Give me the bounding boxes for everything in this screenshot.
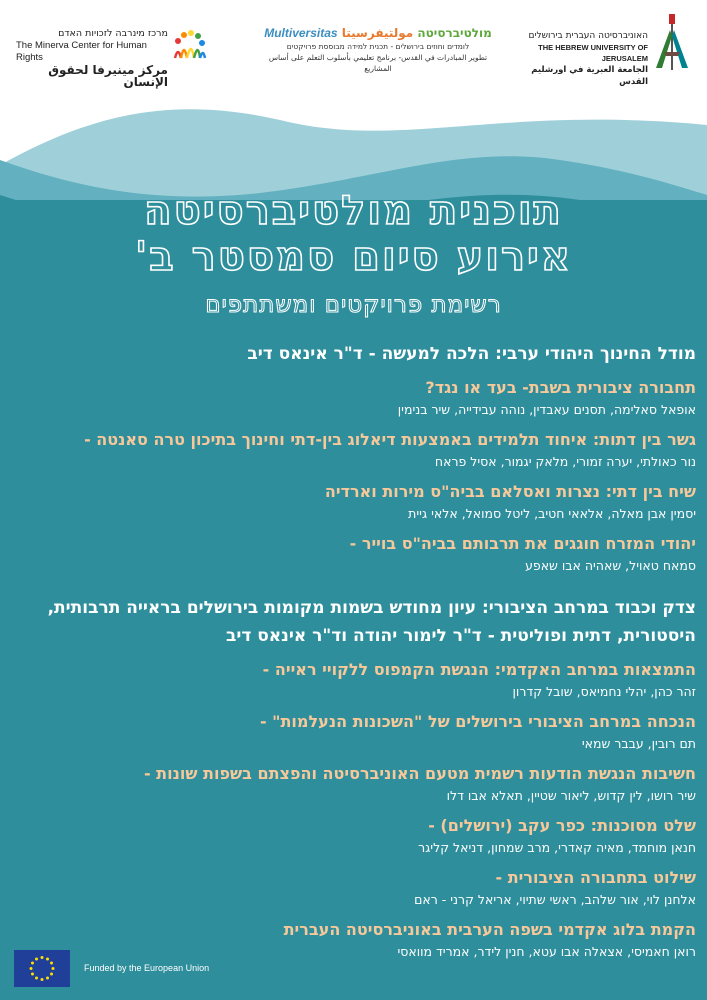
project-title: שלט מסוכנות: כפר עקב (ירושלים) - (428, 816, 696, 835)
eu-star (35, 957, 38, 960)
project-title: הנכחה במרחב הציבורי בירושלים של "השכונות הנעלמות" - (259, 712, 696, 731)
project-participants: שיר רושו, לין קדוש, ליאור שטיין, תאלא אבו דלו (446, 788, 696, 803)
multiversitas-name-ar: مولتيفرسيتا (341, 26, 414, 40)
project-item (14, 376, 696, 420)
project-title: תחבורה ציבורית בשבת- בעד או נגד? (425, 378, 696, 397)
project-participants: זהר כהן, יהלי נחמיאס, שובל קדרון (512, 684, 696, 699)
eu-star (41, 978, 44, 981)
project-title: שיח בין דתי: נצרות ואסלאם בביה"ס מירות וארדיה (324, 482, 696, 501)
huji-name-ar: الجامعة العبرية في اورشليم القدس (531, 65, 648, 87)
eu-star (31, 973, 34, 976)
project-participants: תם רובין, עבבר שמאי (581, 736, 696, 751)
multiversitas-tagline-ar: تطوير المبادرات في القدس- برنامج تعليمي بأسلوب التعلم على أساس المشاريع (268, 53, 488, 73)
project-item (14, 710, 696, 754)
eu-star (46, 977, 49, 980)
project-title: הקמת בלוג אקדמי בשפה הערבית באוניברסיטה העברית (283, 920, 696, 939)
eu-star (41, 956, 44, 959)
minerva-logo (16, 28, 206, 89)
project-title: שילוט בתחבורה הציבורית - (495, 868, 696, 887)
minerva-name-ar: مركز مينيرفا لحقوق الإنسان (48, 63, 168, 89)
project-title: התמצאות במרחב האקדמי: הנגשת הקמפוס ללקויי ראייה - (262, 660, 696, 679)
title-block (0, 188, 707, 320)
project-item (14, 866, 696, 910)
huji-logo (520, 12, 692, 87)
project-participants: חנאן מוחמד, מאיה קאדרי, מרב שמחון, דניאל קליגר (418, 840, 696, 855)
project-title: יהודי המזרח חוגגים את תרבותם בביה"ס בוייר - (349, 534, 696, 553)
project-item (14, 814, 696, 858)
multiversitas-name-en: Multiversitas (264, 26, 338, 40)
eu-star (50, 973, 53, 976)
footer (14, 950, 314, 990)
funding-text: Funded by the European Union (84, 963, 210, 973)
project-participants: אופאל סאלימה, תסנים עאבדין, נוהה עבידייה, שיר בנימין (397, 402, 696, 417)
huji-name-en: THE HEBREW UNIVERSITY OF JERUSALEM (538, 43, 648, 63)
minerva-name-he: מרכז מינרבה לזכויות האדם (58, 28, 168, 39)
eu-star (30, 967, 33, 970)
project-title: חשיבות הנגשת הודעות רשמית מטעם האוניברסיטה והפצתם בשפות שונות - (143, 764, 696, 783)
project-participants: יסמין אבן מאלה, אלאאי חטיב, ליטל סמואל, אלאי גיית (408, 506, 696, 521)
project-item (14, 428, 696, 472)
project-title: גשר בין דתות: איחוד תלמידים באמצעות דיאלוג בין-דתי וחינוך בתיכון טרה סאנטה - (84, 430, 696, 449)
eu-star (46, 957, 49, 960)
eu-star (31, 962, 34, 965)
title-line-1: תוכנית מולטיברסיטה (144, 188, 563, 234)
title-line-2: אירוע סיום סמסטר ב' (135, 234, 572, 280)
project-item (14, 532, 696, 576)
multiversitas-tagline-he: לומדים וחוזים בירושלים - תכנית למידה מבוססת פרויקטים (286, 42, 470, 51)
minerva-people-icon (172, 28, 206, 62)
eu-star (50, 962, 53, 965)
project-item (14, 762, 696, 806)
project-participants: סמאח טאויל, שאהיה אבו שאפע (525, 558, 696, 573)
projects-list (14, 340, 696, 962)
section-heading-2: צדק וכבוד במרחב הציבורי: עיון מחודש בשמות מקומות בירושלים בראייה תרבותית, היסטורית, דתית ופוליטית - ד"ר לימור יהודה וד"ר אינאס דיב (47, 598, 696, 646)
minerva-name-en: The Minerva Center for Human Rights (16, 40, 147, 63)
section-heading-1: מודל החינוך היהודי ערבי: הלכה למעשה - ד"ר אינאס דיב (247, 344, 696, 364)
eu-flag-icon (14, 950, 70, 987)
subtitle: רשימת פרויקטים ומשתתפים (205, 292, 502, 318)
multiversitas-logo (262, 25, 494, 71)
project-participants: אלחנן לוי, אור שלהב, ראשי שתיוי, אריאל קרני - ראם (414, 892, 696, 907)
huji-emblem-icon (652, 12, 692, 72)
huji-name-he: האוניברסיטה העברית בירושלים (528, 31, 648, 41)
eu-star (52, 967, 55, 970)
project-item (14, 480, 696, 524)
project-item (14, 658, 696, 702)
project-participants: נור כאולתי, יערה זמורי, מלאק יגמור, אסיל פראח (434, 454, 696, 469)
multiversitas-name-he: מולטיברסיטה (417, 26, 492, 40)
eu-star (35, 977, 38, 980)
multiversitas-title (262, 25, 494, 41)
project-participants: רואן חאמיסי, אצאלה אבו עטא, חנין לידר, אמריד מוואסי (397, 944, 696, 959)
